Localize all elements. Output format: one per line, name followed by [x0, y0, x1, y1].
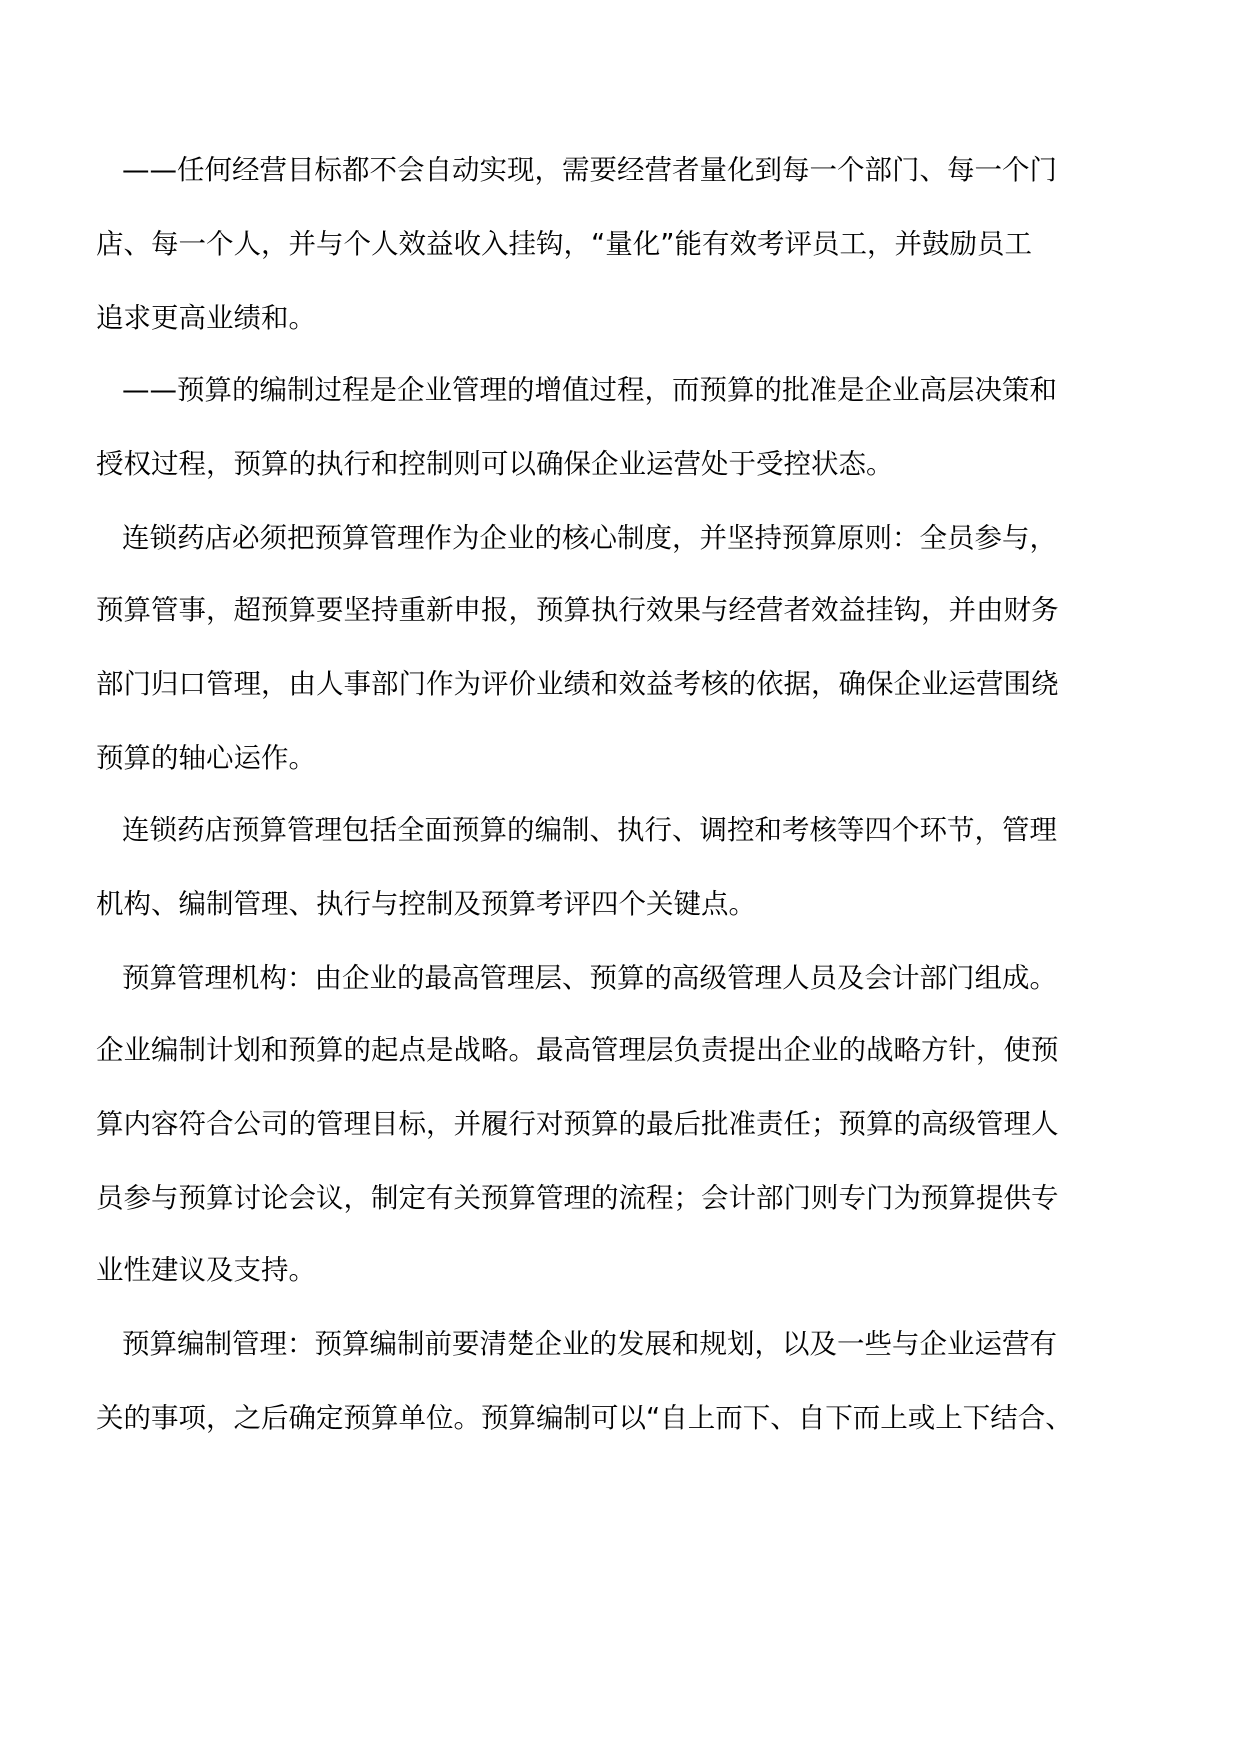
text-line: 关的事项，之后确定预算单位。预算编制可以“自上而下、自下而上或上下结合、: [96, 1402, 1073, 1434]
text-line: 预算管事，超预算要坚持重新申报，预算执行效果与经营者效益挂钩，并由财务: [96, 594, 1059, 626]
text-line: ——任何经营目标都不会自动实现，需要经营者量化到每一个部门、每一个门: [122, 154, 1057, 186]
text-line: 连锁药店预算管理包括全面预算的编制、执行、调控和考核等四个环节，管理: [122, 814, 1057, 846]
text-line: 预算编制管理：预算编制前要清楚企业的发展和规划，以及一些与企业运营有: [122, 1328, 1057, 1360]
text-line: 连锁药店必须把预算管理作为企业的核心制度，并坚持预算原则：全员参与，: [122, 522, 1057, 554]
text-line: 算内容符合公司的管理目标，并履行对预算的最后批准责任；预算的高级管理人: [96, 1108, 1059, 1140]
text-line: 店、每一个人，并与个人效益收入挂钩，“量化”能有效考评员工，并鼓励员工: [96, 228, 1032, 260]
text-line: 机构、编制管理、执行与控制及预算考评四个关键点。: [96, 888, 756, 920]
text-line: 企业编制计划和预算的起点是战略。最高管理层负责提出企业的战略方针，使预: [96, 1034, 1059, 1066]
text-line: 部门归口管理，由人事部门作为评价业绩和效益考核的依据，确保企业运营围绕: [96, 668, 1059, 700]
text-line: 追求更高业绩和。: [96, 302, 316, 334]
text-line: 员参与预算讨论会议，制定有关预算管理的流程；会计部门则专门为预算提供专: [96, 1182, 1059, 1214]
text-line: 授权过程，预算的执行和控制则可以确保企业运营处于受控状态。: [96, 448, 894, 480]
text-line: ——预算的编制过程是企业管理的增值过程，而预算的批准是企业高层决策和: [122, 374, 1057, 406]
text-line: 业性建议及支持。: [96, 1254, 316, 1286]
text-line: 预算管理机构：由企业的最高管理层、预算的高级管理人员及会计部门组成。: [122, 962, 1057, 994]
text-line: 预算的轴心运作。: [96, 742, 316, 774]
